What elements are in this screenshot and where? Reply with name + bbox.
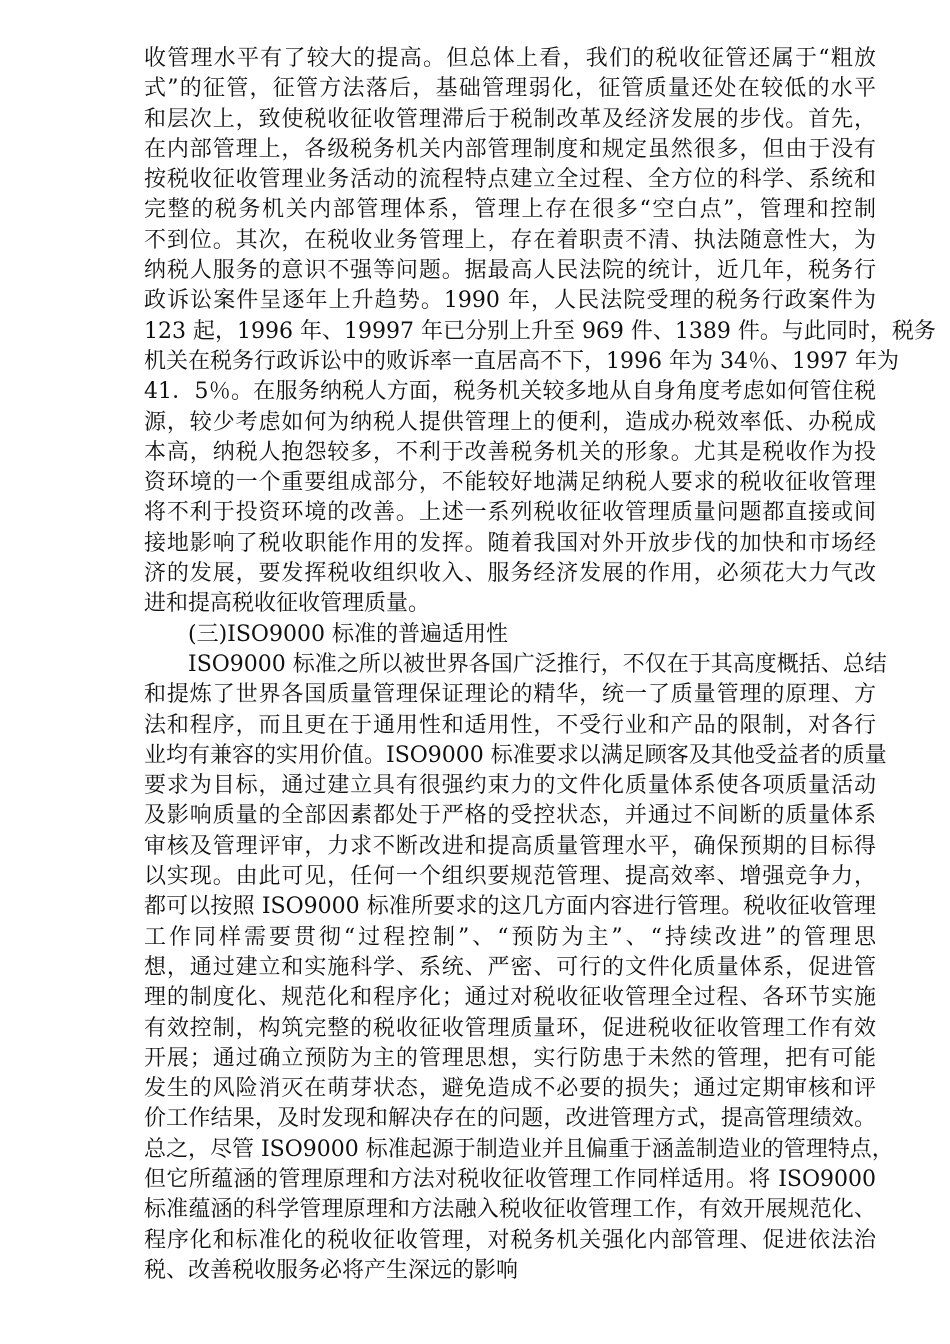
text-line: 以实现。由此可见，任何一个组织要规范管理、提高效率、增强竞争力， (144, 864, 876, 890)
text-line: 按税收征收管理业务活动的流程特点建立全过程、全方位的科学、系统和 (144, 167, 876, 193)
text-line: 要求为目标，通过建立具有很强约束力的文件化质量体系使各项质量活动 (144, 773, 876, 799)
text-line: 123 起，1996 年、19997 年已分别上升至 969 件、1389 件。与此同时，税务 (144, 318, 936, 344)
document-page (144, 44, 936, 1286)
text-line: ISO9000 标准之所以被世界各国广泛推行，不仅在于其高度概括、总结 (188, 651, 887, 677)
text-line: 纳税人服务的意识不强等问题。据最高人民法院的统计，近几年，税务行 (144, 258, 876, 284)
text-line: 标准蕴涵的科学管理原理和方法融入税收征收管理工作，有效开展规范化、 (144, 1197, 876, 1223)
paragraph-iso9000-applicability (144, 650, 894, 1286)
section-heading: (三)ISO9000 标准的普遍适用性 (188, 621, 508, 647)
text-line: 及影响质量的全部因素都处于严格的受控状态，并通过不间断的质量体系 (144, 803, 876, 829)
text-line: 但它所蕴涵的管理原理和方法对税收征收管理工作同样适用。将 ISO9000 (144, 1166, 876, 1192)
text-line: 政诉讼案件呈逐年上升趋势。1990 年，人民法院受理的税务行政案件为 (144, 288, 876, 314)
text-line: 发生的风险消灭在萌芽状态，避免造成不必要的损失；通过定期审核和评 (144, 1076, 876, 1102)
text-line: 41．5％。在服务纳税人方面，税务机关较多地从自身角度考虑如何管住税 (144, 379, 876, 405)
text-line: 程序化和标准化的税收征收管理，对税务机关强化内部管理、促进依法治 (144, 1227, 876, 1253)
text-line: 税、改善税收服务必将产生深远的影响 (144, 1257, 519, 1283)
text-line: 工作同样需要贯彻“过程控制”、“预防为主”、“持续改进”的管理思 (144, 924, 876, 950)
text-line: 将不利于投资环境的改善。上述一系列税收征收管理质量问题都直接或间 (144, 500, 876, 526)
text-line: 想，通过建立和实施科学、系统、严密、可行的文件化质量体系，促进管 (144, 954, 876, 980)
text-line: 式”的征管，征管方法落后，基础管理弱化，征管质量还处在较低的水平 (144, 76, 876, 102)
text-line: 有效控制，构筑完整的税收征收管理质量环，促进税收征收管理工作有效 (144, 1015, 876, 1041)
text-line: 在内部管理上，各级税务机关内部管理制度和规定虽然很多，但由于没有 (144, 136, 876, 162)
text-line: 济的发展，要发挥税收组织收入、服务经济发展的作用，必须花大力气改 (144, 561, 876, 587)
text-line: 完整的税务机关内部管理体系，管理上存在很多“空白点”，管理和控制 (144, 197, 876, 223)
text-line: 和提炼了世界各国质量管理保证理论的精华，统一了质量管理的原理、方 (144, 682, 876, 708)
text-line: 机关在税务行政诉讼中的败诉率一直居高不下，1996 年为 34％、1997 年为 (144, 348, 899, 374)
text-line: 本高，纳税人抱怨较多，不利于改善税务机关的形象。尤其是税收作为投 (144, 439, 876, 465)
text-line: 价工作结果，及时发现和解决存在的问题，改进管理方式，提高管理绩效。 (144, 1106, 876, 1132)
text-line: 审核及管理评审，力求不断改进和提高质量管理水平，确保预期的目标得 (144, 833, 876, 859)
text-line: 法和程序，而且更在于通用性和适用性，不受行业和产品的限制，对各行 (144, 712, 876, 738)
text-line: 收管理水平有了较大的提高。但总体上看，我们的税收征管还属于“粗放 (144, 46, 876, 71)
text-line: 理的制度化、规范化和程序化；通过对税收征收管理全过程、各环节实施 (144, 985, 876, 1011)
text-line: 不到位。其次，在税收业务管理上，存在着职责不清、执法随意性大，为 (144, 227, 876, 253)
paragraph-tax-collection-quality (144, 44, 936, 620)
text-line: 源，较少考虑如何为纳税人提供管理上的便利，造成办税效率低、办税成 (144, 409, 876, 435)
text-line: 业均有兼容的实用价值。ISO9000 标准要求以满足顾客及其他受益者的质量 (144, 742, 887, 768)
text-line: 都可以按照 ISO9000 标准所要求的这几方面内容进行管理。税收征收管理 (144, 894, 876, 920)
text-line: 总之，尽管 ISO9000 标准起源于制造业并且偏重于涵盖制造业的管理特点， (144, 1136, 894, 1162)
text-line: 和层次上，致使税收征收管理滞后于税制改革及经济发展的步伐。首先， (144, 106, 876, 132)
text-line: 接地影响了税收职能作用的发挥。随着我国对外开放步伐的加快和市场经 (144, 530, 876, 556)
text-line: 进和提高税收征收管理质量。 (144, 591, 431, 617)
text-line: 资环境的一个重要组成部分，不能较好地满足纳税人要求的税收征收管理 (144, 470, 876, 496)
text-line: 开展；通过确立预防为主的管理思想，实行防患于未然的管理，把有可能 (144, 1045, 876, 1071)
